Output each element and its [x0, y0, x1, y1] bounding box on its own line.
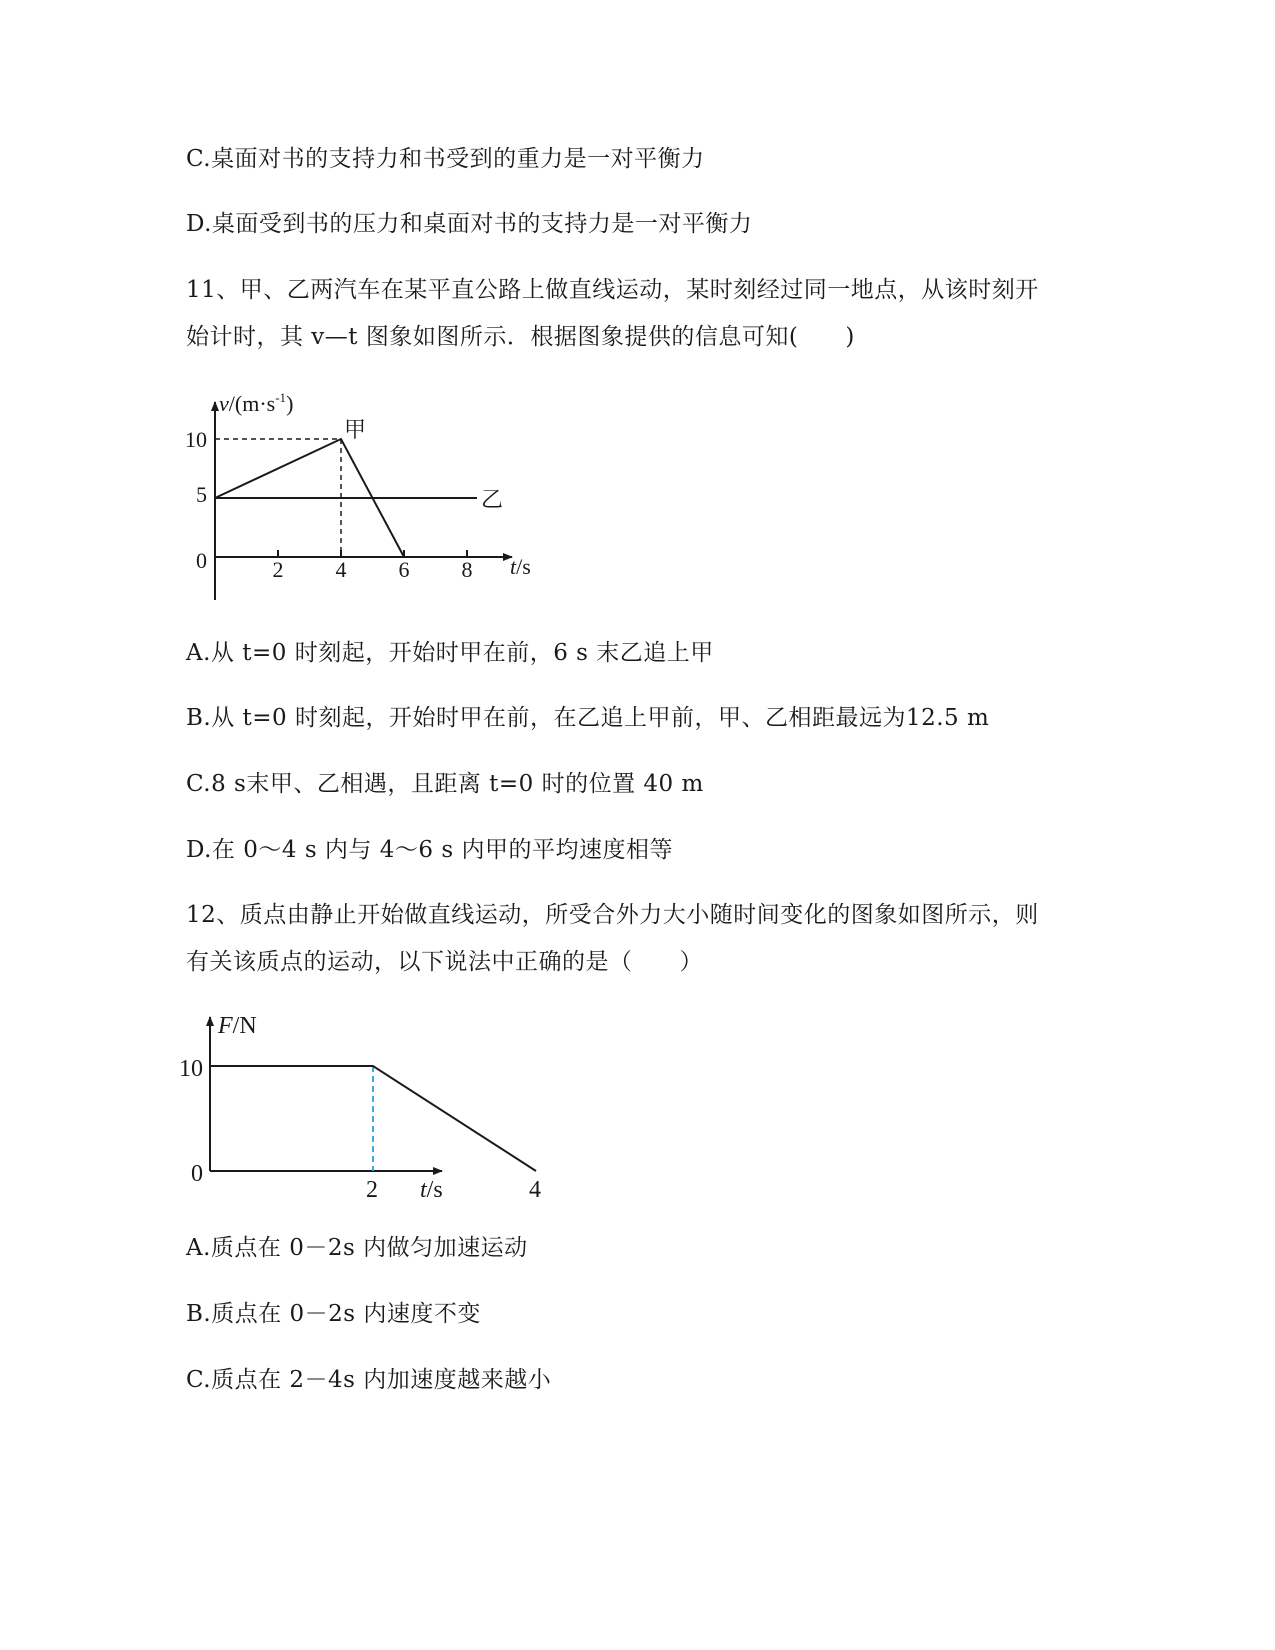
x-tick-label: 4: [335, 557, 347, 582]
y-axis-label-f: [217, 1013, 257, 1039]
y-axis-unit: /(m·s: [228, 391, 276, 416]
x-axis-var-f: t: [420, 1177, 427, 1203]
question-11-line-1: 11、甲、乙两汽车在某平直公路上做直线运动，某时刻经过同一地点，从该时刻开: [186, 277, 1039, 303]
option-c-q11: C.8 s末甲、乙相遇，且距离 t=0 时的位置 40 m: [186, 771, 704, 797]
series-jia-label: 甲: [344, 417, 367, 442]
x-tick-label: 6: [398, 557, 410, 582]
x-axis-label-f: [420, 1177, 443, 1203]
y-axis-exponent: -1: [275, 390, 287, 405]
option-c-q12: C.质点在 2－4s 内加速度越来越小: [186, 1367, 552, 1393]
option-a-q12: A.质点在 0－2s 内做匀加速运动: [186, 1235, 528, 1261]
y-tick-label: 10: [185, 427, 207, 452]
option-d-q10: D.桌面受到书的压力和桌面对书的支持力是一对平衡力: [186, 211, 753, 237]
y-tick-label: 5: [196, 482, 207, 507]
y-tick-label: 0: [196, 548, 207, 573]
option-c-q10: C.桌面对书的支持力和书受到的重力是一对平衡力: [186, 146, 705, 172]
question-12-line-1: 12、质点由静止开始做直线运动，所受合外力大小随时间变化的图象如图所示，则: [186, 902, 1039, 928]
x-axis-unit-f: /s: [426, 1177, 443, 1203]
x-tick-label-f: 2: [366, 1177, 378, 1203]
option-d-q11: D.在 0～4 s 内与 4～6 s 内甲的平均速度相等: [186, 837, 673, 863]
option-b-q11: B.从 t=0 时刻起，开始时甲在前，在乙追上甲前，甲、乙相距最远为12.5 m: [186, 705, 990, 731]
question-11-line-2: 始计时，其 v—t 图象如图所示．根据图象提供的信息可知( ): [186, 324, 855, 350]
question-12-line-2: 有关该质点的运动，以下说法中正确的是（ ）: [186, 949, 703, 975]
y-axis-unit-f: /N: [232, 1013, 257, 1039]
option-b-q12: B.质点在 0－2s 内速度不变: [186, 1301, 481, 1327]
series-yi-label: 乙: [481, 487, 504, 512]
y-axis-var-f: F: [218, 1013, 233, 1039]
x-tick-label-f: 4: [529, 1177, 541, 1203]
x-tick-label: 2: [272, 557, 284, 582]
x-axis-var: t: [510, 554, 517, 579]
x-axis-unit: /s: [516, 554, 531, 579]
option-a-q11: A.从 t=0 时刻起，开始时甲在前，6 s 末乙追上甲: [186, 640, 714, 666]
series-jia-line: [215, 439, 404, 557]
y-tick-label-f: 10: [179, 1056, 203, 1082]
x-axis-label: [510, 554, 531, 579]
x-tick-label: 8: [461, 557, 473, 582]
y-axis-var: v: [219, 391, 229, 416]
force-line: [210, 1066, 536, 1171]
y-axis-close: ): [286, 391, 294, 416]
y-tick-label-f: 0: [191, 1161, 203, 1187]
y-axis-label: [219, 390, 293, 416]
